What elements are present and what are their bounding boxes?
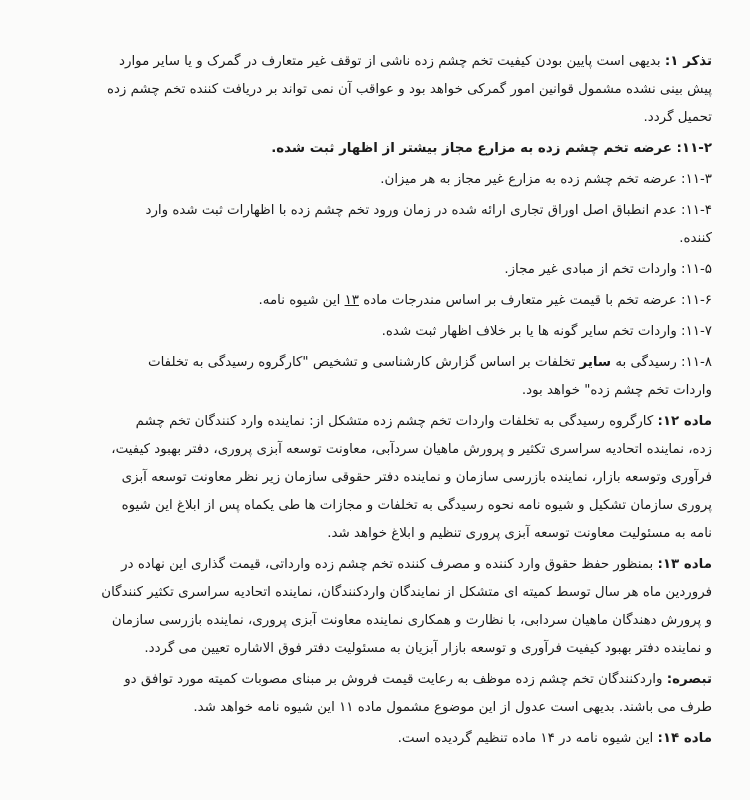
item-11-4-line-2: کننده. [679, 231, 712, 246]
item-11-4 [32, 197, 712, 253]
article-13: ماده ۱۳: بمنظور حفظ حقوق وارد کننده و مصرف کننده تخم چشم زده وارداتی، قیمت گذاری این نهاده در فروردین ماه هر سال توسط کمیته ای متشکل از نمایندگان واردکنندگان، نماینده اتحادیه سراسری تکثیر کنندگان و پرورش دهندگان ماهیان سردابی، با نظارت و همکاری نماینده معاونت آبزی پروری، نماینده بازرسی سازمان و نماینده دفتر بهبود کیفیت فرآوری و توسعه بازار آبزیان به مسئولیت دفتر فوق الاشاره تعیین می گردد. [101, 557, 712, 656]
note-1-label: تذکر ۱: [664, 54, 712, 69]
note-1 [32, 48, 712, 132]
note-1-line-3: تحمیل گردد. [643, 110, 712, 125]
note-1-line-2: پیش بینی نشده مشمول قوانین امور گمرکی خواهد بود و عواقب آن نمی تواند بر دریافت کننده تخم چشم زده [106, 82, 712, 97]
article-12-label: ماده ۱۲: [657, 414, 712, 429]
article-14-label: ماده ۱۴: [657, 731, 712, 746]
article-13-reference: ۱۳ [344, 293, 359, 308]
note-2-label: تبصره: [666, 672, 712, 687]
item-11-3: ۱۱-۳: عرضه تخم چشم زده به مزارع غیر مجاز به هر میزان. [380, 172, 712, 187]
item-11-5: ۱۱-۵: واردات تخم از مبادی غیر مجاز. [504, 262, 712, 277]
item-11-6: ۱۱-۶: عرضه تخم با قیمت غیر متعارف بر اساس مندرجات ماده ۱۳ این شیوه نامه. [258, 293, 712, 308]
article-13-label: ماده ۱۳: [657, 557, 712, 572]
article-12: ماده ۱۲: کارگروه رسیدگی به تخلفات واردات تخم چشم زده متشکل از: نماینده وارد کنندگان تخم چشم زده، نماینده اتحادیه سراسری تکثیر و پرورش ماهیان سردآبی، معاونت توسعه آبزی پروری، دفتر بهبود کیفیت، فرآوری وتوسعه بازار، نماینده بازرسی سازمان و نماینده دفتر حقوقی سازمان زیر نظر معاونت توسعه آبزی پروری سازمان تشکیل و شیوه نامه نحوه رسیدگی به تخلفات و مجازات ها طی یکماه پس از ابلاغ این شیوه نامه به مسئولیت معاونت توسعه آبزی پروری تنظیم و ابلاغ خواهد شد. [111, 414, 712, 541]
item-11-8: ۱۱-۸: رسیدگی به سایر تخلفات بر اساس گزارش کارشناسی و تشخیص "کارگروه رسیدگی به تخلفات واردات تخم چشم زده" خواهد بود. [148, 355, 712, 398]
item-11-2: ۱۱-۲: عرضه تخم چشم زده به مزارع مجاز بیشتر از اظهار ثبت شده. [271, 141, 712, 156]
item-11-4-line-1: ۱۱-۴: عدم انطباق اصل اوراق تجاری ارائه شده در زمان ورود تخم چشم زده با اظهارات ثبت شده وارد [145, 203, 712, 218]
note-1-line-1: بدیهی است پایین بودن کیفیت تخم چشم زده ناشی از توقف غیر متعارف در گمرک و یا سایر موارد [119, 54, 665, 69]
article-14: ماده ۱۴: این شیوه نامه در ۱۴ ماده تنظیم گردیده است. [397, 731, 712, 746]
note-2: تبصره: واردکنندگان تخم چشم زده موظف به رعایت قیمت فروش بر مبنای مصوبات کمیته مورد توافق دو طرف می باشند. بدیهی است عدول از این موضوع مشمول ماده ۱۱ این شیوه نامه خواهد شد. [124, 672, 712, 715]
item-11-7: ۱۱-۷: واردات تخم سایر گونه ها یا بر خلاف اظهار ثبت شده. [381, 324, 712, 339]
